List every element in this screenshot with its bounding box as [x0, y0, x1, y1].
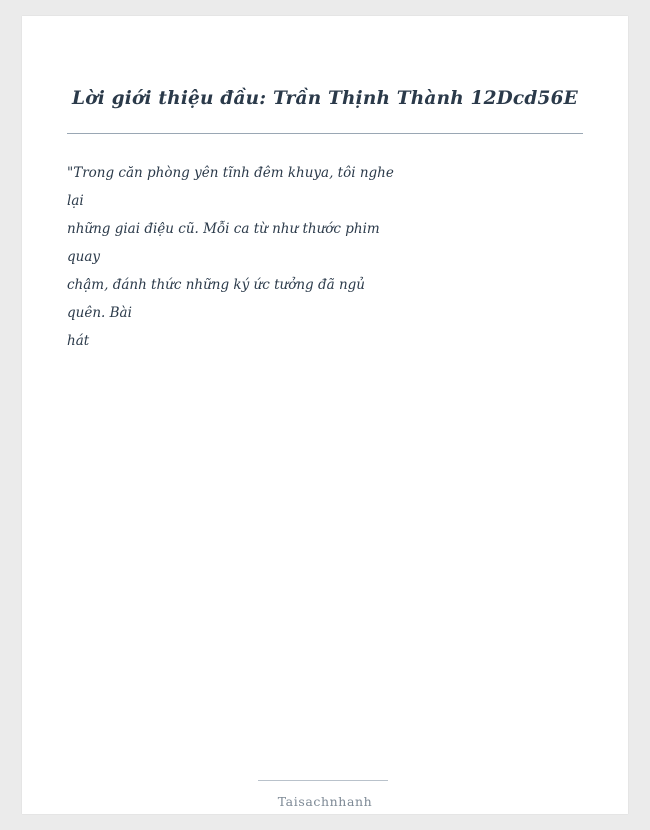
- footer-label: Taisachnhanh: [277, 794, 373, 809]
- body-line: "Trong căn phòng yên tĩnh đêm khuya, tôi nghe: [67, 165, 394, 181]
- body-line: lại: [67, 193, 84, 209]
- body-line: quay: [67, 249, 101, 265]
- footer-divider: [258, 780, 388, 781]
- document-page: [22, 16, 628, 814]
- page-title: Lời giới thiệu đầu: Trần Thịnh Thành 12Dcd56E: [72, 88, 578, 109]
- body-line: chậm, đánh thức những ký ức tưởng đã ngủ: [67, 277, 365, 293]
- body-line: quên. Bài: [67, 305, 132, 321]
- body-line: những giai điệu cũ. Mỗi ca từ như thước phim: [67, 221, 380, 237]
- document-body: [67, 159, 547, 355]
- title-divider: [67, 133, 583, 134]
- body-line: hát: [67, 333, 90, 349]
